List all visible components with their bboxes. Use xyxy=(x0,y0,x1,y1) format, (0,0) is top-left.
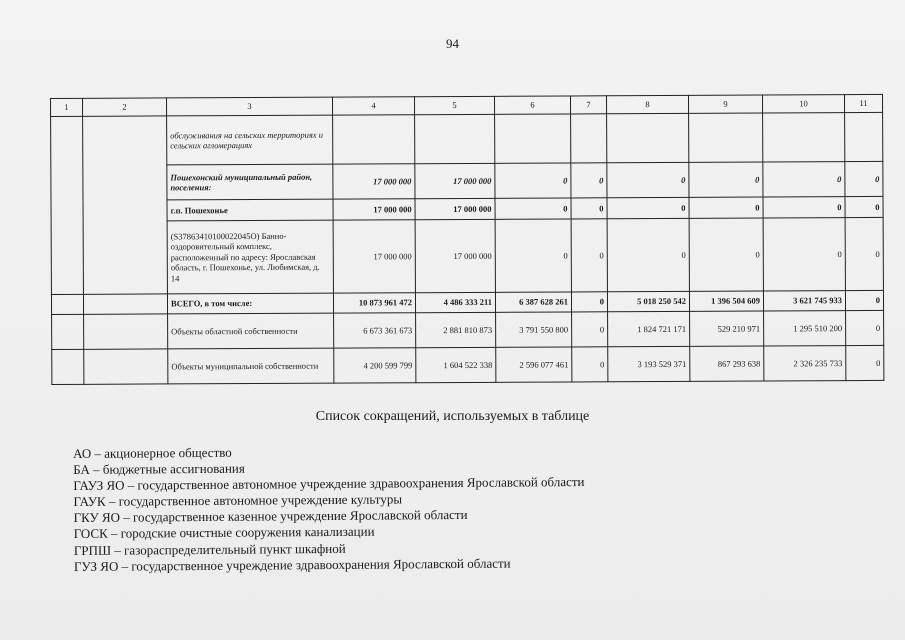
header-cell: 4 xyxy=(332,97,414,115)
row-label: обслуживания на сельских территориях и сельских агломерациях xyxy=(167,115,333,165)
value-cell: 0 xyxy=(846,310,884,345)
abbreviation-item: ГУЗ ЯО – государственное учреждение здравоохранения Ярославской области xyxy=(73,555,511,574)
merged-cell-col2 xyxy=(83,116,168,294)
abbreviation-item: ГКУ ЯО – государственное казенное учреждение Ярославской области xyxy=(73,507,468,526)
value-cell: 0 xyxy=(689,197,763,218)
table-row xyxy=(52,345,884,384)
row-label: Пошехонский муниципальный район, поселения: xyxy=(167,164,333,200)
header-cell: 7 xyxy=(570,96,606,114)
row-label: (S37863410100022045О) Банно-оздоровительный комплекс, расположенный по адресу: Ярославская область, г. Пошехонье, ул. Любимская, д. 14 xyxy=(167,220,333,294)
abbreviation-item: ГАУЗ ЯО – государственное автономное учреждение здравоохранения Ярославской области xyxy=(73,474,585,494)
row-label: Объекты областной собственности xyxy=(168,313,334,349)
row-label: г.п. Пошехонье xyxy=(167,199,333,221)
value-cell xyxy=(607,113,689,162)
financing-table xyxy=(50,94,884,385)
value-cell: 0 xyxy=(845,290,883,310)
empty-cell xyxy=(83,294,167,314)
abbreviation-item: ГРПШ – газораспределительный пункт шкафной xyxy=(73,540,346,558)
abbreviation-item: ГАУК – государственное автономное учреждение культуры xyxy=(73,491,403,510)
value-cell: 17 000 000 xyxy=(415,219,495,292)
empty-cell xyxy=(52,349,84,384)
value-cell: 0 xyxy=(607,197,689,218)
value-cell: 0 xyxy=(689,218,763,291)
value-cell: 529 210 971 xyxy=(690,311,764,346)
empty-cell xyxy=(84,314,168,349)
value-cell: 0 xyxy=(845,161,883,196)
value-cell: 0 xyxy=(571,198,607,219)
abbreviations-title: Список сокращений, используемых в таблице xyxy=(315,409,590,424)
value-cell: 0 xyxy=(607,218,689,291)
abbreviation-item: АО – акционерное общество xyxy=(73,444,232,461)
value-cell: 0 xyxy=(846,345,884,380)
value-cell xyxy=(689,113,763,162)
value-cell: 2 881 810 873 xyxy=(416,312,496,347)
value-cell: 0 xyxy=(607,162,689,197)
empty-cell xyxy=(52,314,84,349)
table-row xyxy=(51,112,883,165)
abbreviation-item: ГОСК – городские очистные сооружения канализации xyxy=(73,524,375,542)
value-cell: 0 xyxy=(571,219,607,292)
abbreviations-list xyxy=(73,440,854,575)
value-cell: 10 873 961 472 xyxy=(333,293,415,313)
value-cell xyxy=(763,113,845,162)
table-row xyxy=(52,310,884,349)
row-label: ВСЕГО, в том числе: xyxy=(167,293,333,314)
value-cell: 6 387 628 261 xyxy=(495,292,571,312)
value-cell: 0 xyxy=(495,198,571,219)
value-cell xyxy=(845,112,883,161)
value-cell: 2 326 235 733 xyxy=(764,346,846,381)
value-cell xyxy=(495,114,571,163)
header-cell: 3 xyxy=(167,97,333,116)
value-cell: 0 xyxy=(689,162,763,197)
header-cell: 2 xyxy=(83,98,167,116)
value-cell: 17 000 000 xyxy=(333,199,415,220)
value-cell: 867 293 638 xyxy=(690,346,764,381)
header-cell: 8 xyxy=(606,95,688,113)
table-row xyxy=(51,217,883,294)
header-cell: 11 xyxy=(844,94,882,112)
value-cell: 0 xyxy=(845,217,883,290)
value-cell: 5 018 250 542 xyxy=(607,291,689,311)
value-cell xyxy=(333,115,415,164)
value-cell: 0 xyxy=(763,197,845,218)
value-cell: 17 000 000 xyxy=(415,163,495,198)
value-cell: 0 xyxy=(495,219,571,292)
value-cell: 0 xyxy=(572,347,608,382)
value-cell: 1 396 504 609 xyxy=(689,291,763,311)
value-cell: 0 xyxy=(845,196,883,217)
value-cell: 17 000 000 xyxy=(415,198,495,219)
abbreviation-item: БА – бюджетные ассигнования xyxy=(73,460,245,478)
value-cell: 0 xyxy=(495,163,571,198)
value-cell: 1 295 510 200 xyxy=(764,311,846,346)
value-cell xyxy=(571,114,607,163)
value-cell: 4 200 599 799 xyxy=(334,348,416,383)
empty-cell xyxy=(84,349,168,384)
value-cell: 0 xyxy=(572,312,608,347)
value-cell: 1 604 522 338 xyxy=(416,347,496,382)
value-cell: 0 xyxy=(571,292,607,312)
row-label: Объекты муниципальной собственности xyxy=(168,348,334,384)
value-cell: 2 596 077 461 xyxy=(496,347,572,382)
value-cell: 3 791 550 800 xyxy=(496,312,572,347)
value-cell: 3 621 745 933 xyxy=(763,291,845,311)
value-cell: 1 824 721 171 xyxy=(608,311,690,346)
value-cell: 6 673 361 673 xyxy=(334,313,416,348)
value-cell: 0 xyxy=(763,218,845,291)
table-row xyxy=(51,161,883,200)
header-cell: 6 xyxy=(494,96,570,114)
value-cell: 0 xyxy=(571,163,607,198)
header-cell: 10 xyxy=(762,95,844,113)
header-cell: 9 xyxy=(688,95,762,113)
header-cell: 1 xyxy=(51,98,83,116)
merged-cell-col1 xyxy=(51,116,84,294)
header-cell: 5 xyxy=(414,96,494,114)
value-cell: 17 000 000 xyxy=(333,220,415,293)
value-cell: 17 000 000 xyxy=(333,164,415,199)
value-cell xyxy=(415,114,495,163)
value-cell: 4 486 333 211 xyxy=(415,292,495,312)
value-cell: 0 xyxy=(763,162,845,197)
value-cell: 3 193 529 371 xyxy=(608,346,690,381)
table-wrapper xyxy=(50,94,883,385)
page-number: 94 xyxy=(446,36,459,51)
empty-cell xyxy=(51,294,83,314)
